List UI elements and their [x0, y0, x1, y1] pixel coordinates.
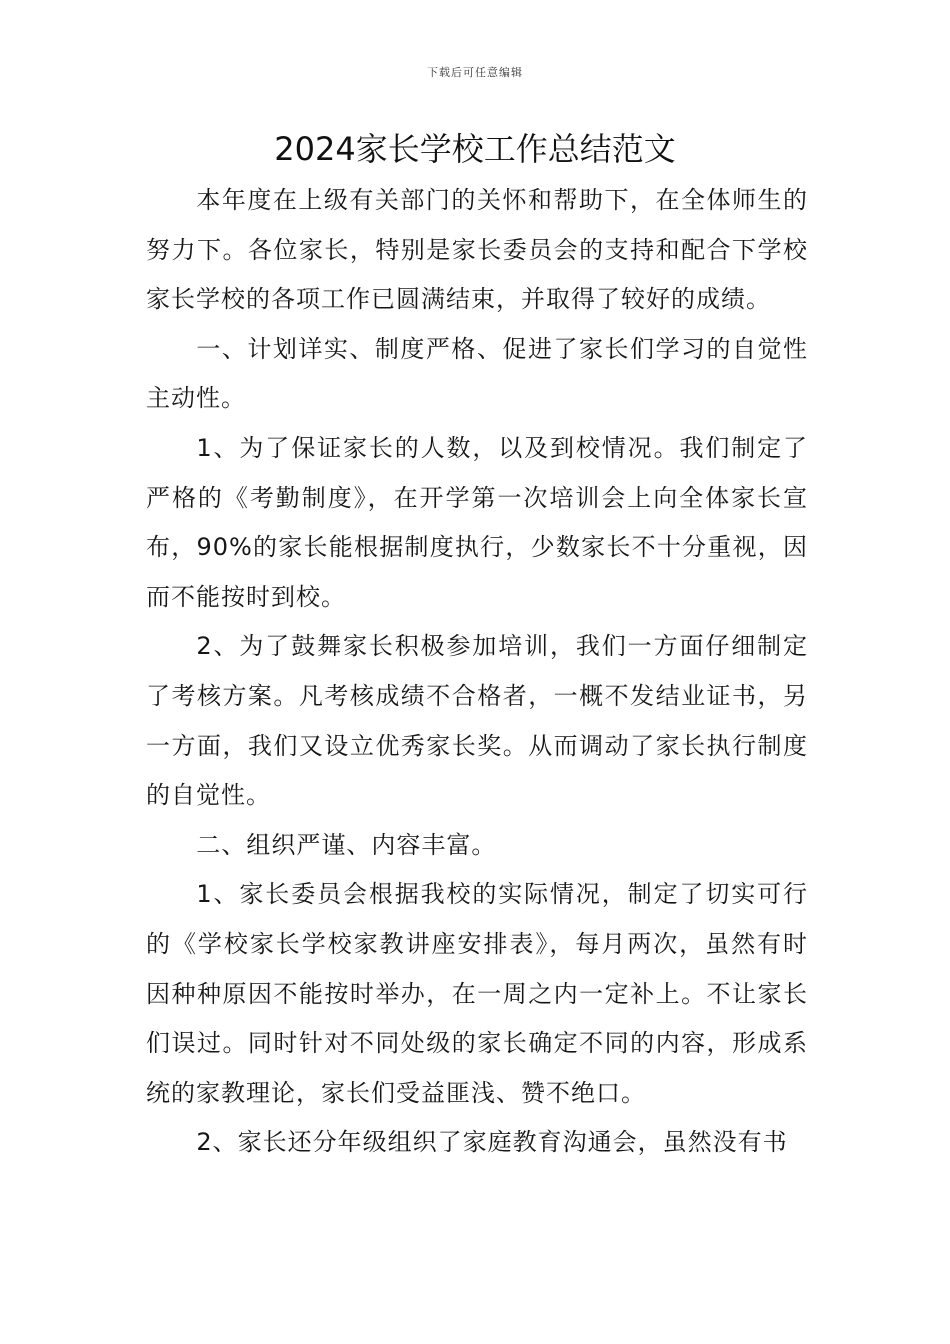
paragraph-2-2: 2、家长还分年级组织了家庭教育沟通会，虽然没有书 [196, 1128, 788, 1157]
section-heading-1: 一、计划详实、制度严格、促进了家长们学习的自觉性主动性。 [146, 334, 808, 413]
section-heading-2: 二、组织严谨、内容丰富。 [196, 830, 497, 859]
paragraph-2-1: 1、家长委员会根据我校的实际情况，制定了切实可行的《学校家长学校家教讲座安排表》，每月两次，虽然有时因种种原因不能按时举办，在一周之内一定补上。不让家长们误过。同时针对不同处级的家长确定不同的内容，形成系统的家教理论，家长们受益匪浅、赞不绝口。 [146, 880, 808, 1107]
header-note: 下载后可任意编辑 [427, 66, 523, 79]
paragraph-1-1: 1、为了保证家长的人数，以及到校情况。我们制定了严格的《考勤制度》，在开学第一次培训会上向全体家长宣布，90%的家长能根据制度执行，少数家长不十分重视，因而不能按时到校。 [146, 433, 808, 611]
document-title: 2024家长学校工作总结范文 [274, 130, 676, 168]
document-body [146, 176, 808, 1168]
paragraph-intro: 本年度在上级有关部门的关怀和帮助下，在全体师生的努力下。各位家长，特别是家长委员会的支持和配合下学校家长学校的各项工作已圆满结束，并取得了较好的成绩。 [146, 186, 808, 314]
paragraph-1-2: 2、为了鼓舞家长积极参加培训，我们一方面仔细制定了考核方案。凡考核成绩不合格者，一概不发结业证书，另一方面，我们又设立优秀家长奖。从而调动了家长执行制度的自觉性。 [146, 632, 808, 810]
